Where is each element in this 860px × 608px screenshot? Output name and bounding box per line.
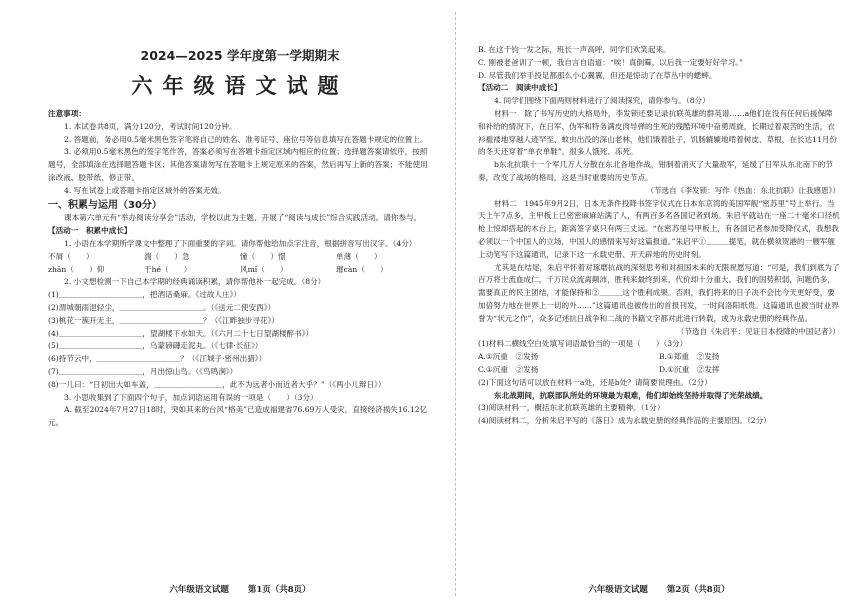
option-item: A.①沉重 ②发扬 <box>478 352 539 362</box>
page-footer <box>478 583 840 595</box>
notice-item: 4. 写在试卷上或答题卡指定区域外的答案无效。 <box>64 185 226 195</box>
footer-page: 第2页（共8页） <box>666 585 730 595</box>
material-1: 材料一 除了书写历史的大格局外，李发锁还要记录抗联英雄的群英谱……a他们在没有任何后援保障和补给的情况下，在日军、伪军和特务满皮肉导弹的生死的残酷环境中奋勇周旋，长期过着艰苦的生活，衣衫褴褛地穿越人迹罕至、蚊虫出没的深山老林，他们饿着肚子，饥肠辘辘地啃着树皮、草根，在长达11月份的冬天还穿着“单衣单鞋”，很多人饿死、冻死。 <box>478 108 837 157</box>
right-body <box>478 44 840 428</box>
poem-item: (8)一儿曰：“日初出大如车盖，＿＿＿＿＿＿＿＿＿，此不为远者小而近者大乎？”（《两小儿辩日》） <box>48 379 386 389</box>
pinyin-item: 湍（ ）急 <box>144 251 190 261</box>
material-1b: b东北抗联十一个军几万人分散在东北各地作战，钳制着消灭了大量敌军，延缓了日军从东北南下的节奏，改变了战场的格局，这是当时重要的历史节点。 <box>478 160 833 182</box>
exam-year: 2024—2025 学年度第一学期期末 <box>140 48 340 63</box>
pinyin-row <box>48 251 432 264</box>
page-footer <box>48 583 432 595</box>
option-d: D. 尽管我们举手投足都那么小心翼翼，但还是惊动了在草丛中的蟋蟀。 <box>478 70 717 80</box>
left-body <box>48 108 432 430</box>
poem-item: (7)＿＿＿＿＿＿＿＿＿＿＿，月出惊山鸟。（《鸟鸣涧》） <box>48 366 238 376</box>
exam-title: 六年级语文试题 <box>131 73 349 98</box>
question-4-2-text: 东北战期间，抗联部队所处的环境最为艰难，他们却始终坚持并取得了光荣战绩。 <box>494 390 768 400</box>
option-item: C.①沉重 ②发扬 <box>478 364 539 374</box>
poem-item: (2)渭城朝雨浥轻尘，＿＿＿＿＿＿＿＿＿＿＿。（《送元二使安西》） <box>48 302 276 312</box>
options-row <box>478 364 840 377</box>
question-4: 4. 同学们围绕下面两则材料进行了阅读探究，请你参与。（8分） <box>494 96 710 106</box>
question-3: 3. 小思收集到了下面四个句子，加点词语运用有误的一项是（ ）（3分） <box>64 392 318 402</box>
question-4-4: (4)阅读材料二，分析朱启平写的《落日》成为永载史册的经典作品的主要原因。（2分） <box>478 416 771 426</box>
right-page <box>478 0 840 608</box>
source-citation: （节选自《朱启平：见证日本投降的中国记者》） <box>676 326 840 336</box>
activity-heading: 【活动二 阅读中成长】 <box>478 83 562 93</box>
notice-heading: 注意事项： <box>48 109 86 118</box>
question-4-2: (2)下面这句话可以放在材料一a处，还是b处？请简要说理由。（2分） <box>478 377 712 387</box>
footer-page: 第1页（共8页） <box>247 585 311 595</box>
notice-item: 2. 答题前，务必用0.5毫米黑色签字笔将自己的姓名、准考证号、座位号等信息填写在答题卡规定的位置上。 <box>64 134 428 144</box>
source-citation: （节选自《李发锁：写作《热血：东北抗联》让我感恩》） <box>646 185 840 195</box>
intro-text: 课本第六单元有“举办阅读分享会”活动，学校以此为主题，开展了“阅读与成长”综合实践活动。请你参与。 <box>64 213 422 223</box>
poem-item: (6)持节云中，＿＿＿＿＿＿＿＿＿＿＿？（《江城子·密州出猎》） <box>48 354 267 364</box>
material-2: 材料二 1945年9月2日，日本无条件投降书签字仪式在日本东京湾的美国军舰“密苏里”号上举行。当天上午7点多，主甲板上已密密麻麻站满了人，有两百多名各国记者到场。朱启平就站在一座二十毫米口径机枪上惊却搭起的木台上，距离签字桌只有两三丈远。“在密苏里号甲板上，有各国记者参加受降仪式，我想我必须以一个中国人的立场，中国人的感情来写好这篇报道。”朱启平①＿＿＿提笔，就在横须贺港的一艘军舰上动笔写下这篇通讯，记录下这一永载史册、开天辟地的历史时刻。 <box>478 198 840 259</box>
notice-item: 3. 必须用0.5毫米黑色的签字笔作答，答案必须写在答题卡指定区域内相应的位置；选择题答案请依序，按照题号，全部填涂在选择题答题卡区；其他答案请勿写在答题卡上规定原来的答案，然后再写上新的答案；不能使用涂改液、胶带纸、修正带。 <box>48 147 428 182</box>
pinyin-item: 憧（ ）憬 <box>240 251 286 261</box>
pinyin-item: 单薄（ ） <box>336 251 382 261</box>
option-b: B. 在这千钧一发之际，班长一声高呼，同学们欢笑起来。 <box>478 45 671 54</box>
footer-title: 六年级语文试题 <box>169 585 229 595</box>
material-2b: 尤其是在结尾，朱启平怀着对琢磨抗战的深刻思考和对祖国未来的无限祝愿写道：“可是，我们到底为了百万将士流血成仁，千万民众流离颠沛，胜利来最终到来，代价却十分重大。我们的国势积弱，问题仍多，需要真正的民主团结，才能保持和②＿＿＿这个胜利成果。否则，我们将来的日子决不会比今天更好受，要加倍努力地在世界上一切的外……”这篇通讯也被传出的首报刊发，一时间洛阳纸贵。这篇通讯也被当时业界誉为“状元之作”，众多记述抗日战争和二战的书籍文字都对此进行转载，成为永载史册的经典作品。 <box>478 262 840 323</box>
pinyin-item: 风mǐ（ ） <box>240 264 288 274</box>
pinyin-item: zhān（ ）仰 <box>48 264 105 274</box>
question-4-1: (1)材料二横线空白处填写词语最恰当的一项是（ ）（3分） <box>478 339 688 349</box>
option-item: B.①郑重 ②发扬 <box>659 352 720 362</box>
footer-title: 六年级语文试题 <box>588 585 648 595</box>
question-2: 2. 小文想检测一下自己本学期的经典诵读积累，请你帮他补一起完成。（8分） <box>64 277 326 287</box>
pinyin-item: 干hé（ ） <box>144 264 192 274</box>
section-heading: 一、积累与运用（30分） <box>48 199 162 211</box>
poem-item: (3)桃花一簇开无主，＿＿＿＿＿＿＿＿＿＿＿？（《江畔独步寻花》） <box>48 315 279 325</box>
left-page <box>48 0 432 608</box>
option-a: A. 截至2024年7月27日18时，突如其来的台风“格美”已造成福建省76.69万人受灾，直接经济损失16.12亿元。 <box>48 405 428 428</box>
pinyin-row <box>48 264 432 277</box>
notice-item: 1. 本试卷共8页，满分120分，考试时间120分钟。 <box>64 121 237 131</box>
pinyin-item: 璀càn（ ） <box>336 264 388 274</box>
poem-item: (5)＿＿＿＿＿＿＿＿＿＿＿，乌蒙磅礴走泥丸。（《七律·长征》） <box>48 341 263 351</box>
option-item: D.①沉重 ②发挥 <box>659 364 720 374</box>
pinyin-item: 不屑（ ） <box>48 251 94 261</box>
question-1: 1. 小语在本学期所学课文中整理了下面重要的字词。请你帮他给加点字注音，根据拼音写出汉字。（4分） <box>64 238 417 248</box>
options-row <box>478 351 840 364</box>
activity-heading: 【活动一 积累中成长】 <box>48 226 132 236</box>
poem-item: (4)＿＿＿＿＿＿＿＿＿＿＿，望湖楼下水如天。（《六月二十七日望湖楼醉书》） <box>48 328 314 338</box>
option-c: C. 刚被老爸训了一顿，我自言自语道：“唉！真倒霉，以后我一定要好好学习。” <box>478 57 743 67</box>
column-divider <box>455 12 456 596</box>
question-4-3: (3)阅读材料一，概括东北抗联英雄的主要精神。（1分） <box>478 403 665 413</box>
poem-item: (1)＿＿＿＿＿＿＿＿＿＿＿，把酒话桑麻。《过故人庄》） <box>48 290 241 300</box>
